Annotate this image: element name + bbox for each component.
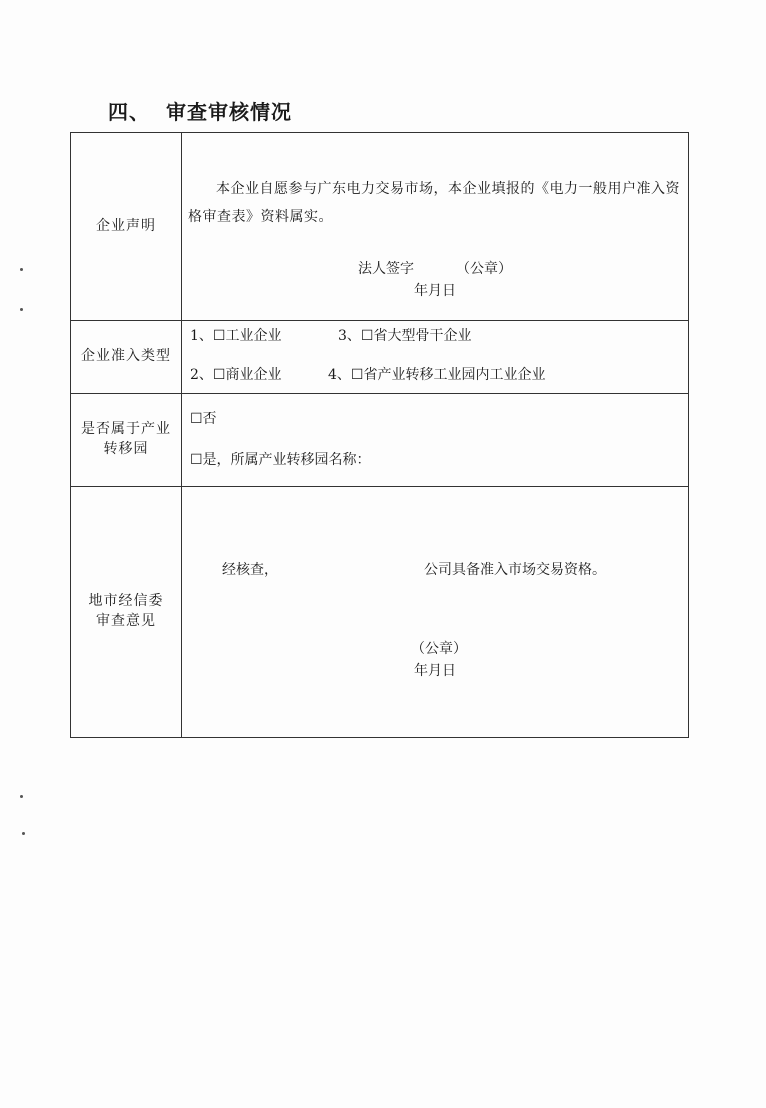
option-industrial[interactable]: 1、☐工业企业: [190, 328, 282, 344]
declaration-date: 年月日: [414, 283, 456, 299]
declaration-cell: [182, 133, 689, 321]
option-no[interactable]: ☐否: [190, 411, 217, 427]
scan-speck: [20, 795, 23, 798]
section-title: 审查审核情况: [166, 100, 292, 124]
review-date: 年月日: [414, 663, 456, 679]
declaration-text: 本企业自愿参与广东电力交易市场，本企业填报的《电力一般用户准入资格审查表》资料属实。: [188, 181, 680, 225]
legal-signature-label: 法人签字: [358, 261, 414, 277]
review-label-line2: 审查意见: [96, 613, 156, 629]
declaration-row: [71, 133, 689, 321]
section-heading: [108, 96, 292, 125]
review-text-right: 公司具备准入市场交易资格。: [424, 562, 606, 578]
type-label: 企业准入类型: [71, 321, 182, 394]
scan-speck: [20, 268, 23, 271]
declaration-label: 企业声明: [71, 133, 182, 321]
park-label-line2: 转移园: [103, 441, 149, 457]
review-table: [70, 132, 689, 738]
declaration-seal: （公章）: [456, 261, 512, 277]
review-label: [71, 487, 182, 738]
review-row: [71, 487, 689, 738]
option-key-enterprise[interactable]: 3、☐省大型骨干企业: [338, 328, 472, 344]
type-cell: [182, 321, 689, 394]
scan-speck: [20, 308, 23, 311]
section-number: 四、: [108, 100, 150, 124]
option-park-industrial[interactable]: 4、☐省产业转移工业园内工业企业: [328, 367, 546, 383]
scan-speck: [22, 832, 25, 835]
review-seal: （公章）: [411, 641, 467, 657]
park-label-line1: 是否属于产业: [81, 421, 171, 438]
review-cell: [182, 487, 689, 738]
option-yes-park-name[interactable]: ☐是，所属产业转移园名称：: [190, 452, 371, 468]
park-label: [71, 394, 182, 487]
type-row: [71, 321, 689, 394]
option-commercial[interactable]: 2、☐商业企业: [190, 367, 282, 383]
review-text-left: 经核查，: [222, 562, 278, 578]
park-cell: [182, 394, 689, 487]
park-row: [71, 394, 689, 487]
review-label-line1: 地市经信委: [88, 593, 164, 610]
